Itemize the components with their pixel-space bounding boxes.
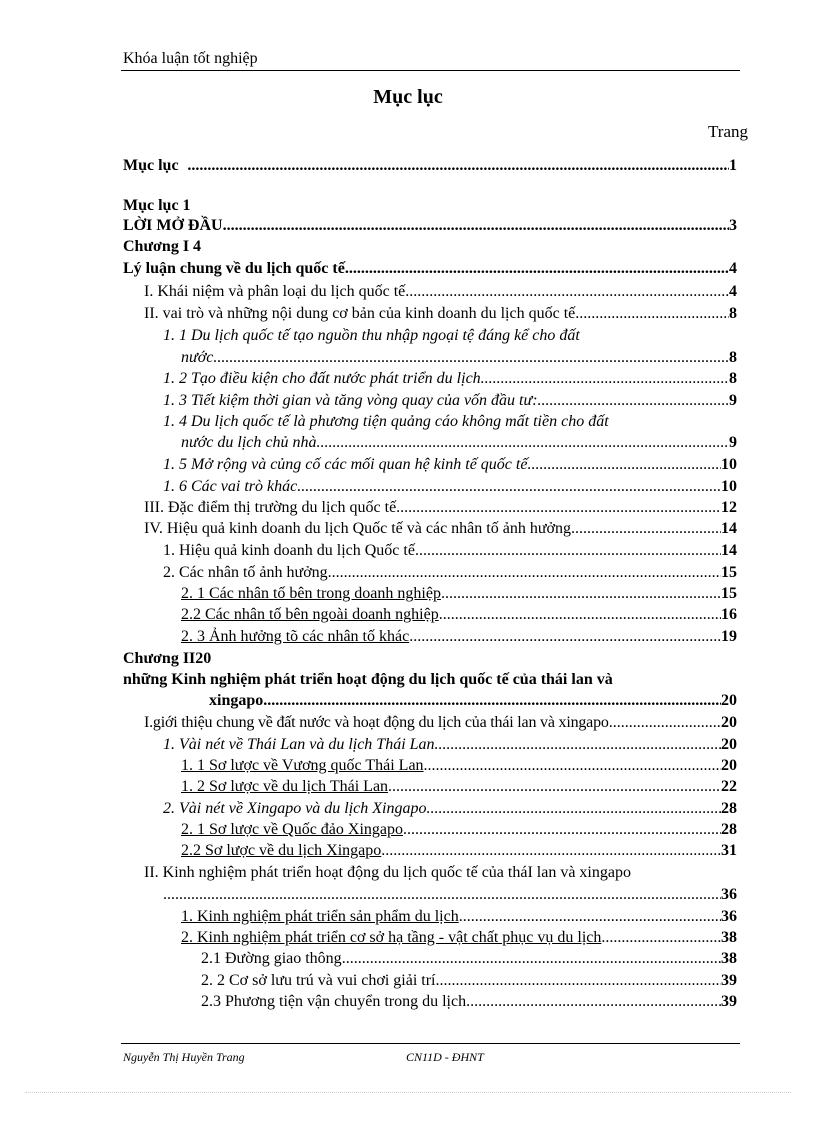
dot-leader: [441, 584, 721, 604]
toc-entry-text: 1. 5 Mở rộng và củng cố các mối quan hệ kinh tế quốc tế.: [163, 456, 532, 473]
toc-page-number: 9: [729, 434, 737, 451]
toc-entry-continuation[interactable]: [181, 433, 737, 453]
dot-leader: [163, 885, 721, 905]
dot-leader: [439, 605, 721, 625]
toc-entry[interactable]: [123, 216, 737, 236]
toc-page-number: 19: [721, 628, 737, 645]
header-rule: [121, 70, 740, 71]
toc-entry-text: 2. 3 Ảnh hưởng tõ các nhân tố khác: [181, 628, 410, 645]
toc-page-number: 22: [721, 778, 737, 795]
toc-entry[interactable]: [181, 584, 737, 604]
dot-leader: [342, 949, 721, 969]
toc-entry[interactable]: [144, 498, 737, 518]
footer-rule: [121, 1043, 740, 1044]
toc-page-number: 38: [721, 929, 737, 946]
toc-entry-text: 2. 2 Cơ sở lưu trú và vui chơi giải trí: [201, 972, 436, 989]
toc-entry-continuation[interactable]: [181, 348, 737, 368]
page-title: Mục lục: [373, 86, 443, 108]
dot-leader: [424, 756, 721, 776]
toc-entry-text: những Kinh nghiệm phát triển hoạt động du lịch quốc tế của thái lan và: [123, 671, 613, 688]
toc-page-number: 28: [721, 821, 737, 838]
page-column-label: Trang: [708, 122, 748, 141]
dot-leader: [381, 841, 721, 861]
dot-leader: [571, 519, 721, 539]
running-header: Khóa luận tốt nghiệp: [123, 50, 258, 67]
toc-entry-text: II. vai trò và những nội dung cơ bản của kinh doanh du lịch quốc tế: [144, 305, 576, 322]
toc-page-number: 10: [721, 478, 737, 495]
toc-page-number: 8: [729, 349, 737, 366]
toc-page-number: 15: [721, 585, 737, 602]
toc-entry[interactable]: [163, 563, 737, 583]
toc-entry[interactable]: [181, 777, 737, 797]
toc-entry-continuation[interactable]: [163, 885, 737, 905]
toc-entry[interactable]: [144, 519, 737, 539]
dot-leader: [405, 282, 729, 302]
toc-entry-text: Mục lục: [123, 157, 179, 174]
toc-entry[interactable]: [163, 391, 737, 411]
toc-entry-text: III. Đặc điểm thị trường du lịch quốc tế: [144, 499, 397, 516]
toc-entry-text: 2.2 Các nhân tố bên ngoài doanh nghiệp: [181, 606, 439, 623]
toc-entry[interactable]: [163, 735, 737, 755]
toc-page-number: 14: [721, 520, 737, 537]
toc-entry-text: 2. Vài nét về Xingapo và du lịch Xingapo: [163, 800, 427, 817]
dot-leader: [609, 713, 721, 733]
toc-entry-text: II. Kinh nghiệm phát triển hoạt động du lịch quốc tế của tháI lan và xingapo: [144, 864, 631, 881]
toc-entry-continuation[interactable]: [209, 691, 737, 711]
toc-page-number: 16: [721, 606, 737, 623]
toc-page-number: 36: [721, 908, 737, 925]
dot-leader: [217, 348, 729, 368]
footer-class: CN11D - ĐHNT: [406, 1050, 484, 1064]
toc-entry-text: 1. Kinh nghiệm phát triển sản phẩm du lịch: [181, 908, 459, 925]
toc-entry[interactable]: [123, 649, 211, 669]
toc-entry[interactable]: [181, 841, 737, 861]
toc-entry[interactable]: [144, 863, 631, 883]
toc-entry-text: Lý luận chung về du lịch quốc tế: [123, 260, 345, 277]
toc-entry-text: 2.2 Sơ lược về du lịch Xingapo: [181, 842, 382, 859]
dot-leader: [301, 477, 721, 497]
toc-entry-text: Mục lục 1: [123, 197, 191, 214]
dot-leader: [403, 820, 721, 840]
toc-entry[interactable]: [144, 713, 737, 733]
toc-entry-text: 2. Các nhân tố ảnh hưởng: [163, 564, 328, 581]
toc-entry[interactable]: [123, 237, 201, 257]
toc-entry[interactable]: [181, 820, 737, 840]
toc-entry[interactable]: [181, 605, 737, 625]
toc-entry[interactable]: [181, 756, 737, 776]
dot-leader: [388, 777, 721, 797]
toc-entry[interactable]: [163, 541, 737, 561]
dot-leader: [466, 992, 721, 1012]
toc-entry-text: Chương II20: [123, 650, 212, 667]
dot-leader: [320, 433, 729, 453]
toc-page-number: 39: [721, 972, 737, 989]
toc-entry[interactable]: [181, 907, 737, 927]
toc-entry-text: 1. Hiệu quả kinh doanh du lịch Quốc tế: [163, 542, 415, 559]
toc-entry[interactable]: [163, 326, 580, 346]
toc-entry-text: 2. 1 Các nhân tố bên trong doanh nghiệp: [181, 585, 441, 602]
toc-page-number: 28: [721, 800, 737, 817]
toc-entry[interactable]: [201, 971, 737, 991]
toc-entry-text: Chương I 4: [123, 238, 202, 255]
toc-page-number: 15: [721, 564, 737, 581]
toc-entry[interactable]: [123, 670, 613, 690]
toc-entry-text: I.giới thiệu chung về đất nước và hoạt động du lịch của thái lan và xingapo: [144, 714, 609, 731]
toc-entry[interactable]: [163, 369, 737, 389]
toc-entry[interactable]: [181, 928, 737, 948]
toc-page-number: 10: [721, 456, 737, 473]
toc-page-number: 14: [721, 542, 737, 559]
toc-page-number: 3: [729, 217, 737, 234]
toc-entry-text: 2. 1 Sơ lược về Quốc đảo Xingapo: [181, 821, 403, 838]
toc-entry-text: IV. Hiệu quả kinh doanh du lịch Quốc tế và các nhân tố ảnh hưởng: [144, 520, 571, 537]
toc-entry[interactable]: [163, 455, 737, 475]
toc-entry-text: xingapo: [209, 692, 264, 709]
dot-leader: [485, 369, 729, 389]
toc-entry-text: nước du lịch chủ nhà.: [181, 434, 321, 451]
dot-leader: [435, 735, 721, 755]
toc-page-number: 9: [729, 392, 737, 409]
dot-leader: [427, 799, 722, 819]
dot-leader: [396, 498, 721, 518]
dot-leader: [187, 156, 729, 176]
toc-entry[interactable]: [123, 259, 737, 279]
dot-leader: [263, 691, 721, 711]
toc-entry-text: nước.: [181, 349, 218, 366]
dot-leader: [345, 259, 729, 279]
toc-entry-text: 2.1 Đường giao thông: [201, 950, 342, 967]
dot-leader: [435, 971, 721, 991]
toc-entry-text: 1. Vài nét về Thái Lan và du lịch Thái Lan: [163, 736, 435, 753]
toc-entry[interactable]: [144, 282, 737, 302]
toc-entry-text: 1. 4 Du lịch quốc tế là phương tiện quảng cáo không mất tiền cho đất: [163, 413, 609, 430]
toc-page-number: 39: [721, 993, 737, 1010]
toc-entry-text: 1. 2 Sơ lược về du lịch Thái Lan: [181, 778, 389, 795]
toc-entry[interactable]: [201, 992, 737, 1012]
toc-page-number: 31: [721, 842, 737, 859]
toc-entry[interactable]: [144, 304, 737, 324]
toc-page-number: 38: [721, 950, 737, 967]
toc-page-number: 8: [729, 305, 737, 322]
toc-page-number: 4: [729, 260, 737, 277]
dot-leader: [575, 304, 729, 324]
dot-leader: [601, 928, 721, 948]
toc-entry[interactable]: [181, 627, 737, 647]
toc-entry-text: LỜI MỞ ĐẦU: [123, 217, 223, 234]
toc-entry-text: I. Khái niệm và phân loại du lịch quốc tế: [144, 283, 406, 300]
toc-entry[interactable]: [163, 412, 609, 432]
toc-page-number: 36: [721, 886, 737, 903]
dot-leader: [415, 541, 721, 561]
toc-entry-text: 1. 3 Tiết kiệm thời gian và tăng vòng quay của vốn đầu tư:: [163, 392, 538, 409]
toc-entry-text: 1. 1 Sơ lược về Vương quốc Thái Lan: [181, 757, 424, 774]
dot-leader: [328, 563, 721, 583]
toc-page-number: 20: [721, 692, 737, 709]
toc-page-number: 4: [729, 283, 737, 300]
dot-leader: [531, 455, 721, 475]
toc-entry-text: 1. 2 Tạo điều kiện cho đất nước phát triển du lịch.: [163, 370, 485, 387]
toc-page-number: 20: [721, 736, 737, 753]
toc-entry-text: 1. 6 Các vai trò khác.: [163, 478, 302, 495]
dot-leader: [223, 216, 729, 236]
footer-author: Nguyễn Thị Huyền Trang: [123, 1050, 245, 1064]
toc-entry-text: 2.3 Phương tiện vận chuyển trong du lịch: [201, 993, 467, 1010]
page-edge-divider: [25, 1092, 791, 1093]
toc-entry-text: 2. Kinh nghiệm phát triển cơ sở hạ tầng - vật chất phục vụ du lịch: [181, 929, 602, 946]
toc-page-number: 20: [721, 714, 737, 731]
dot-leader: [409, 627, 721, 647]
toc-entry[interactable]: [201, 949, 737, 969]
toc-page-number: 1: [729, 157, 737, 174]
toc-entry-text: 1. 1 Du lịch quốc tế tạo nguồn thu nhập ngoại tệ đáng kể cho đất: [163, 327, 580, 344]
toc-entry[interactable]: [163, 477, 737, 497]
dot-leader: [538, 391, 729, 411]
toc-page-number: 12: [721, 499, 737, 516]
dot-leader: [459, 907, 721, 927]
toc-entry[interactable]: [123, 196, 191, 216]
toc-entry[interactable]: [123, 156, 737, 176]
toc-entry[interactable]: [163, 799, 737, 819]
toc-page-number: 8: [729, 370, 737, 387]
toc-page-number: 20: [721, 757, 737, 774]
